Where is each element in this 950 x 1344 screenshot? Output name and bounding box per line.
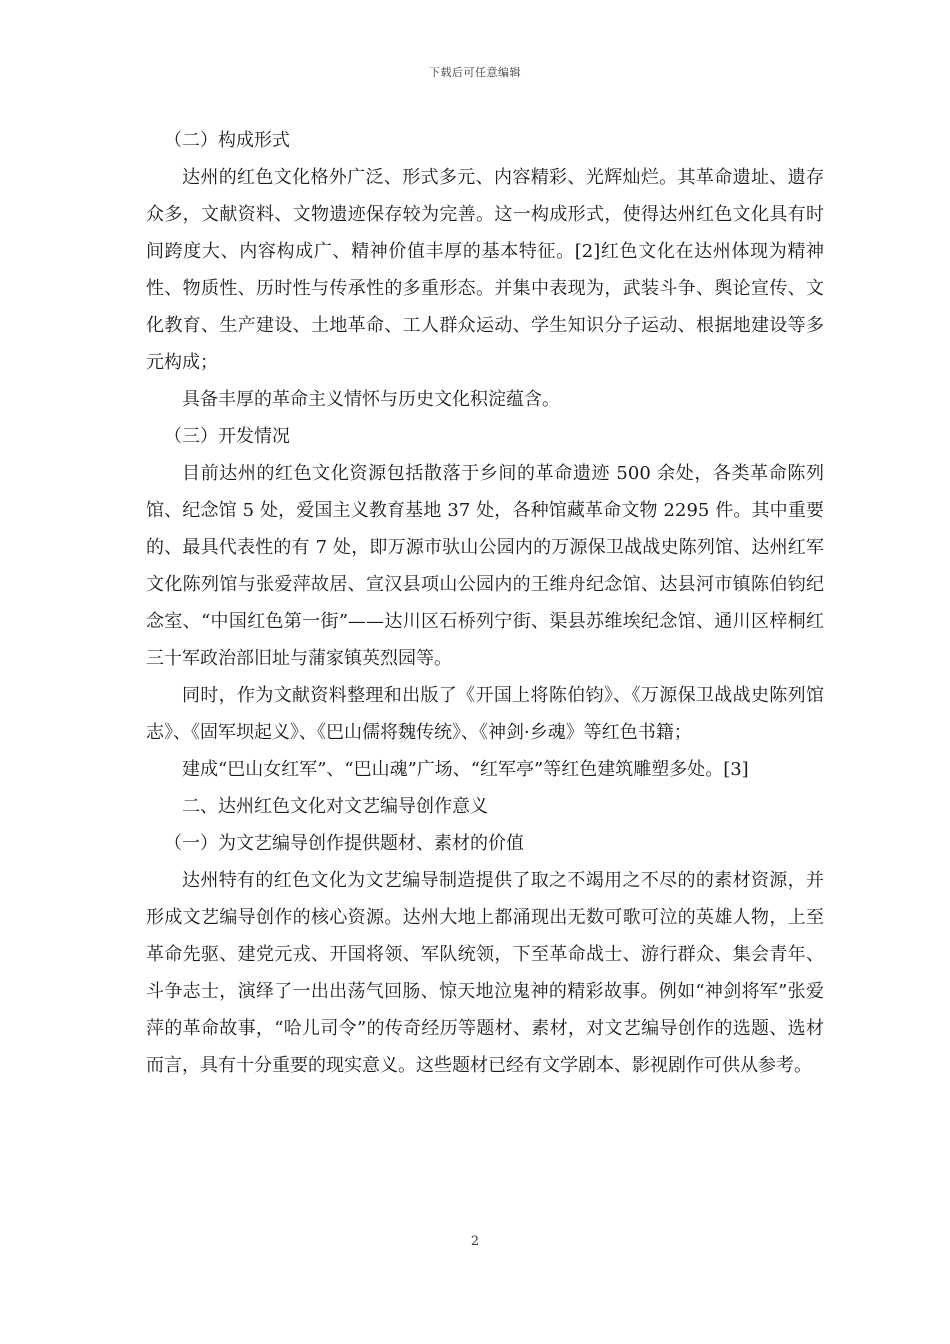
section-heading-1: （一）为文艺编导创作提供题材、素材的价值 (164, 833, 524, 854)
paragraph-publications: 同时，作为文献资料整理和出版了《开国上将陈伯钧》、《万源保卫战战史陈列馆志》、《固军坝起义》、《巴山儒将魏传统》、《神剑·乡魂》等红色书籍； (146, 685, 824, 743)
section-heading-3: （三）开发情况 (164, 426, 290, 447)
chapter-heading: 二、达州红色文化对文艺编导创作意义 (182, 796, 488, 817)
paragraph-composition: 达州的红色文化格外广泛、形式多元、内容精彩、光辉灿烂。其革命遗址、遗存众多，文献资料、文物遗迹保存较为完善。这一构成形式，使得达州红色文化具有时间跨度大、内容构成广、精神价值丰厚的基本特征。[2]红色文化在达州体现为精神性、物质性、历时性与传承性的多重形态。并集中表现为，武装斗争、舆论宣传、文化教育、生产建设、土地革命、工人群众运动、学生知识分子运动、根据地建设等多元构成； (146, 167, 824, 373)
paragraph-material-value: 达州特有的红色文化为文艺编导制造提供了取之不竭用之不尽的的素材资源，并形成文艺编导创作的核心资源。达州大地上都涌现出无数可歌可泣的英雄人物，上至革命先驱、建党元戎、开国将领、军队统领，下至革命战士、游行群众、集会青年、斗争志士，演绎了一出出荡气回肠、惊天地泣鬼神的精彩故事。例如“神剑将军”张爱萍的革命故事，“哈儿司令”的传奇经历等题材、素材，对文艺编导创作的选题、选材而言，具有十分重要的现实意义。这些题材已经有文学剧本、影视剧作可供从参考。 (146, 870, 824, 1076)
page-header: 下载后可任意编辑 (429, 66, 521, 79)
paragraph-development: 目前达州的红色文化资源包括散落于乡间的革命遗迹 500 余处，各类革命陈列馆、纪念馆 5 处，爱国主义教育基地 37 处，各种馆藏革命文物 2295 件。其中重要的、最具代表性的有 7 处，即万源市驮山公园内的万源保卫战战史陈列馆、达州红军文化陈列馆与张爱萍故居、宣汉县项山公园内的王维舟纪念馆、达县河市镇陈伯钧纪念室、“中国红色第一街”——达川区石桥列宁街、渠县苏维埃纪念馆、通川区梓桐红三十军政治部旧址与蒲家镇英烈园等。 (146, 463, 824, 669)
paragraph-composition-summary: 具备丰厚的革命主义情怀与历史文化积淀蕴含。 (182, 389, 560, 410)
section-heading-2: （二）构成形式 (164, 130, 290, 151)
document-body (146, 122, 824, 1084)
page-number: 2 (470, 1234, 480, 1249)
paragraph-monuments: 建成“巴山女红军”、“巴山魂”广场、“红军亭”等红色建筑雕塑多处。[3] (182, 759, 749, 780)
